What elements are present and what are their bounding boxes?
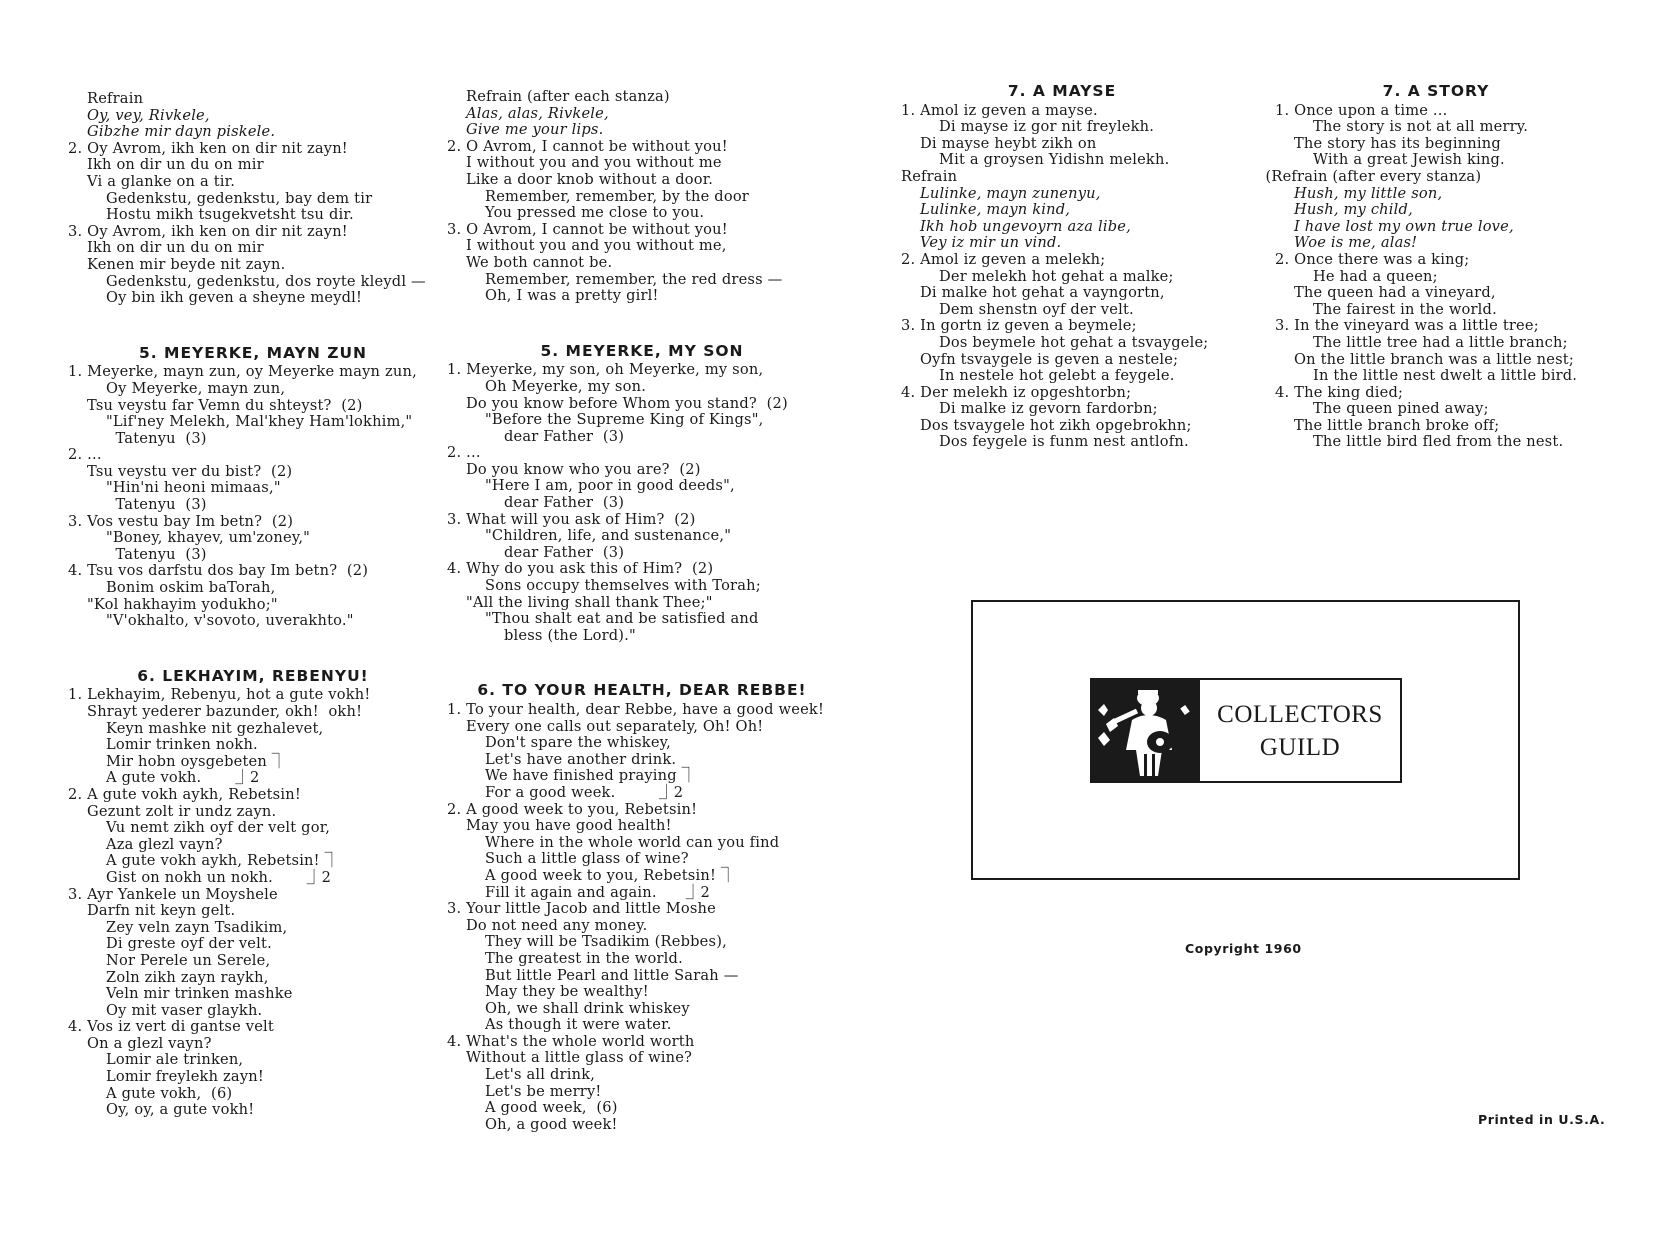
lyric-line: Sons occupy themselves with Torah; (485, 577, 761, 595)
lyric-line: A gute vokh. ⏌2 (106, 769, 260, 787)
collectors-guild-logo (1090, 678, 1402, 783)
lyric-line: The greatest in the world. (485, 949, 683, 967)
lyric-line: The little bird fled from the nest. (1313, 433, 1564, 451)
lyric-line: Give me your lips. (466, 121, 604, 139)
lyric-line: Di mayse iz gor nit freylekh. (939, 118, 1155, 136)
lyric-line: A gute vokh, (6) (106, 1084, 233, 1102)
lyric-line: A good week to you, Rebetsin! ⏋ (485, 866, 736, 884)
lyric-line: The queen had a vineyard, (1294, 284, 1496, 302)
song-title: 7. A MAYSE (1007, 82, 1117, 100)
lyric-line: Darfn nit keyn gelt. (87, 902, 236, 920)
lyric-line: Gibzhe mir dayn piskele. (87, 123, 276, 141)
lyric-line: The little tree had a little branch; (1313, 333, 1568, 351)
lyric-line: He had a queen; (1313, 267, 1438, 285)
column-1 (68, 91, 438, 1119)
lyric-line: Dos beymele hot gehat a tsvaygele; (939, 333, 1209, 351)
lyric-line: 2. A gute vokh aykh, Rebetsin! (68, 785, 301, 803)
song-title: 6. TO YOUR HEALTH, DEAR REBBE! (477, 681, 807, 700)
lyric-line: You pressed me close to you. (485, 204, 705, 222)
lyric-line: Lomir ale trinken, (106, 1051, 244, 1069)
lyric-line: Kenen mir beyde nit zayn. (87, 255, 286, 273)
lyric-line: Aza glezl vayn? (106, 835, 223, 853)
lyric-line: With a great Jewish king. (1313, 151, 1505, 169)
song-section (68, 345, 438, 630)
lyric-line: Keyn mashke nit gezhalevet, (106, 719, 324, 737)
song-section (882, 83, 1242, 451)
lyric-line: 3. What will you ask of Him? (2) (447, 510, 696, 528)
lyric-line: Oh, I was a pretty girl! (485, 287, 659, 305)
lyric-line: "Hin'ni heoni mimaas," (106, 479, 281, 497)
lyric-line: 3. Ayr Yankele un Moyshele (68, 885, 278, 903)
lyric-line: Di mayse heybt zikh on (920, 134, 1097, 152)
lyric-line: "Boney, khayev, um'zoney," (106, 529, 311, 547)
logo-line-1: COLLECTORS (1217, 700, 1383, 728)
copyright-notice: Copyright 1960 (1185, 941, 1302, 956)
lyric-line: Di malke hot gehat a vayngortn, (920, 284, 1165, 302)
printed-in-usa: Printed in U.S.A. (1478, 1112, 1606, 1127)
lyric-line: Gezunt zolt ir undz zayn. (87, 802, 277, 820)
lyric-line: Let's be merry! (485, 1082, 602, 1100)
lyric-line: Refrain (901, 167, 958, 185)
lyric-line: 4. Vos iz vert di gantse velt (68, 1018, 274, 1036)
lyric-line: Ikh hob ungevoyrn aza libe, (920, 217, 1131, 235)
lyric-line: Hush, my child, (1294, 201, 1413, 219)
lyric-line: Tatenyu (3) (115, 496, 207, 514)
lyric-line: Hostu mikh tsugekvetsht tsu dir. (106, 206, 354, 224)
lyric-line: The story is not at all merry. (1313, 118, 1529, 136)
column-3 (882, 83, 1242, 451)
lyric-line: 2. Once there was a king; (1275, 250, 1470, 268)
lyric-line: Do you know before Whom you stand? (2) (466, 394, 788, 412)
lyric-line: Oy mit vaser glaykh. (106, 1001, 263, 1019)
song-title: 6. LEKHAYIM, REBENYU! (137, 666, 369, 685)
lyric-line: Lomir trinken nokh. (106, 736, 258, 754)
lyric-line: Di greste oyf der velt. (106, 935, 272, 953)
lyric-line: 1. Lekhayim, Rebenyu, hot a gute vokh! (68, 686, 371, 704)
lyric-line: On a glezl vayn? (87, 1034, 212, 1052)
lyric-line: Such a little glass of wine? (485, 850, 689, 868)
lyric-line: Mit a groysen Yidishn melekh. (939, 151, 1170, 169)
lyric-line: 3. O Avrom, I cannot be without you! (447, 220, 728, 238)
lyric-line: Der melekh hot gehat a malke; (939, 267, 1174, 285)
song-section (68, 668, 438, 1119)
lyric-line: Refrain (after each stanza) (466, 88, 670, 105)
lyric-line: May they be wealthy! (485, 983, 649, 1001)
lyric-line: Oy, oy, a gute vokh! (106, 1101, 255, 1119)
song-section (447, 682, 837, 1133)
lyric-line: Lulinke, mayn zunenyu, (920, 184, 1101, 202)
lyric-line: Veln mir trinken mashke (106, 985, 293, 1003)
lyric-line: dear Father (3) (504, 494, 625, 512)
lyric-line: But little Pearl and little Sarah — (485, 966, 739, 984)
lyric-line: I without you and you without me, (466, 237, 727, 255)
lyric-line: May you have good health! (466, 817, 672, 835)
lyric-line: Lulinke, mayn kind, (920, 201, 1071, 219)
lyric-line: As though it were water. (485, 1016, 672, 1034)
lyric-line: bless (the Lord)." (504, 626, 636, 644)
lyric-line: Gedenkstu, gedenkstu, bay dem tir (106, 189, 373, 207)
lyric-line: 2. ... (68, 446, 102, 464)
lyric-line: dear Father (3) (504, 543, 625, 561)
lyric-line: Oyfn tsvaygele is geven a nestele; (920, 350, 1179, 368)
lyric-line: Remember, remember, the red dress — (485, 270, 783, 288)
lyric-line: In nestele hot gelebt a feygele. (939, 367, 1175, 385)
lyric-line: Don't spare the whiskey, (485, 734, 671, 752)
lyric-line: Vi a glanke on a tir. (87, 172, 236, 190)
lyric-line: "All the living shall thank Thee;" (466, 593, 713, 611)
section-gap (447, 644, 837, 682)
lyric-line: 2. O Avrom, I cannot be without you! (447, 137, 728, 155)
lyric-line: On the little branch was a little nest; (1294, 350, 1574, 368)
song-title: 5. MEYERKE, MAYN ZUN (138, 343, 368, 362)
lyric-line: Dos tsvaygele hot zikh opgebrokhn; (920, 416, 1192, 434)
lyric-line: 1. Once upon a time ... (1275, 101, 1448, 119)
lyric-line: Like a door knob without a door. (466, 170, 714, 188)
lyric-line: Fill it again and again. ⏌2 (485, 883, 711, 901)
lyric-line: "Children, life, and sustenance," (485, 527, 732, 545)
song-section (447, 89, 837, 305)
lyric-line: The fairest in the world. (1313, 300, 1497, 318)
lyric-line: 3. In the vineyard was a little tree; (1275, 317, 1539, 335)
lyric-line: 3. Vos vestu bay Im betn? (2) (68, 512, 294, 530)
lyric-line: Tsu veystu far Vemn du shteyst? (2) (87, 396, 363, 414)
lyric-line: Zoln zikh zayn raykh, (106, 968, 269, 986)
lyric-line: They will be Tsadikim (Rebbes), (485, 933, 727, 951)
lyric-line: 4. What's the whole world worth (447, 1032, 695, 1050)
lyric-line: The little branch broke off; (1294, 416, 1500, 434)
lyric-line: I have lost my own true love, (1294, 217, 1514, 235)
song-section (447, 343, 837, 645)
lyric-line: The queen pined away; (1313, 400, 1489, 418)
lyric-line: We both cannot be. (466, 253, 613, 271)
lyric-line: "Kol hakhayim yodukho;" (87, 595, 278, 613)
lyric-line: 1. Meyerke, mayn zun, oy Meyerke mayn zun, (68, 363, 417, 381)
lyric-line: Do not need any money. (466, 916, 648, 934)
lyric-line: Mir hobn oysgebeten ⏋ (106, 752, 287, 770)
lyric-line: Do you know who you are? (2) (466, 460, 701, 478)
section-gap (68, 307, 438, 345)
lyric-line: A gute vokh aykh, Rebetsin! ⏋ (106, 852, 340, 870)
section-gap (447, 305, 837, 343)
song-title: 7. A STORY (1382, 82, 1490, 100)
lyric-line: 4. Tsu vos darfstu dos bay Im betn? (2) (68, 562, 369, 580)
lyric-line: dear Father (3) (504, 427, 625, 445)
lyric-line: Remember, remember, by the door (485, 187, 749, 205)
lyric-line: Let's all drink, (485, 1066, 596, 1084)
lyric-line: A good week, (6) (485, 1099, 618, 1117)
lyric-line: Hush, my little son, (1294, 184, 1443, 202)
lyric-line: Let's have another drink. (485, 750, 677, 768)
lyric-line: Di malke iz gevorn fardorbn; (939, 400, 1158, 418)
lyric-line: 3. In gortn iz geven a beymele; (901, 317, 1137, 335)
lyric-line: Oy bin ikh geven a sheyne meydl! (106, 289, 363, 307)
lyric-line: Ikh on dir un du on mir (87, 239, 264, 257)
lyric-line: 3. Your little Jacob and little Moshe (447, 900, 716, 918)
lyric-line: Lomir freylekh zayn! (106, 1068, 264, 1086)
logo-line-2: GUILD (1259, 733, 1341, 761)
lyric-line: Gist on nokh un nokh. ⏌2 (106, 868, 332, 886)
lyric-line: Vey iz mir un vind. (920, 234, 1062, 252)
lyric-line: Oy Meyerke, mayn zun, (106, 379, 286, 397)
lyric-line: Tsu veystu ver du bist? (2) (87, 462, 293, 480)
lyric-line: Oh Meyerke, my son. (485, 377, 647, 395)
lyric-line: 1. Amol iz geven a mayse. (901, 101, 1098, 119)
lyric-line: We have finished praying ⏋ (485, 767, 697, 785)
lyric-line: Dos feygele is funm nest antlofn. (939, 433, 1189, 451)
lyric-line: Dem shenstn oyf der velt. (939, 300, 1134, 318)
lyric-line: Tatenyu (3) (115, 545, 207, 563)
lyric-line: "Lif'ney Melekh, Mal'khey Ham'lokhim," (106, 413, 413, 431)
song-section (68, 91, 438, 307)
lyric-line: Refrain (87, 90, 144, 107)
logo-text (1200, 680, 1400, 781)
lyric-line: 3. Oy Avrom, ikh ken on dir nit zayn! (68, 222, 348, 240)
lyric-line: Alas, alas, Rivkele, (466, 104, 609, 122)
column-2 (447, 89, 837, 1133)
lyric-line: Vu nemt zikh oyf der velt gor, (106, 819, 331, 837)
lyric-line: "V'okhalto, v'sovoto, uverakhto." (106, 612, 354, 630)
lyric-line: 1. Meyerke, my son, oh Meyerke, my son, (447, 361, 764, 379)
lyric-line: Oy, vey, Rivkele, (87, 106, 210, 124)
lyric-line: 2. Oy Avrom, ikh ken on dir nit zayn! (68, 139, 348, 157)
lyric-line: I without you and you without me (466, 154, 722, 172)
lyric-line: 4. The king died; (1275, 383, 1404, 401)
lyric-line: Tatenyu (3) (115, 429, 207, 447)
lyric-line: 4. Der melekh iz opgeshtorbn; (901, 383, 1132, 401)
lyric-line: 2. Amol iz geven a melekh; (901, 250, 1106, 268)
lyric-line: 2. A good week to you, Rebetsin! (447, 800, 698, 818)
lyric-line: Without a little glass of wine? (466, 1049, 693, 1067)
song-section (1256, 83, 1616, 451)
lyric-line: Nor Perele un Serele, (106, 951, 271, 969)
lyric-line: For a good week. ⏌2 (485, 783, 684, 801)
song-title: 5. MEYERKE, MY SON (540, 341, 744, 360)
lyric-line: The story has its beginning (1294, 134, 1501, 152)
lyric-line: Ikh on dir un du on mir (87, 156, 264, 174)
lyric-line: 1. To your health, dear Rebbe, have a good week! (447, 701, 825, 718)
lyric-line: "Thou shalt eat and be satisfied and (485, 610, 759, 628)
lyric-line: In the little nest dwelt a little bird. (1313, 367, 1578, 385)
lyric-line: (Refrain (after every stanza) (1265, 167, 1482, 185)
lyric-line: Shrayt yederer bazunder, okh! okh! (87, 703, 363, 720)
lyric-line: 4. Why do you ask this of Him? (2) (447, 560, 714, 578)
section-gap (68, 630, 438, 668)
lyric-line: Woe is me, alas! (1294, 234, 1418, 252)
lyric-line: Gedenkstu, gedenkstu, dos royte kleydl — (106, 272, 426, 290)
lyric-line: 2. ... (447, 444, 481, 462)
lyric-line: Oh, we shall drink whiskey (485, 999, 690, 1017)
lyric-line: "Here I am, poor in good deeds", (485, 477, 735, 495)
column-4 (1256, 83, 1616, 451)
lyric-line: Oh, a good week! (485, 1115, 618, 1133)
lyric-line: Where in the whole world can you find (485, 833, 780, 851)
lyric-line: Every one calls out separately, Oh! Oh! (466, 717, 764, 735)
lyric-line: Zey veln zayn Tsadikim, (106, 918, 288, 936)
lyric-line: Bonim oskim baTorah, (106, 579, 276, 597)
lyric-line: "Before the Supreme King of Kings", (485, 411, 764, 429)
lute-player-icon (1092, 680, 1200, 781)
